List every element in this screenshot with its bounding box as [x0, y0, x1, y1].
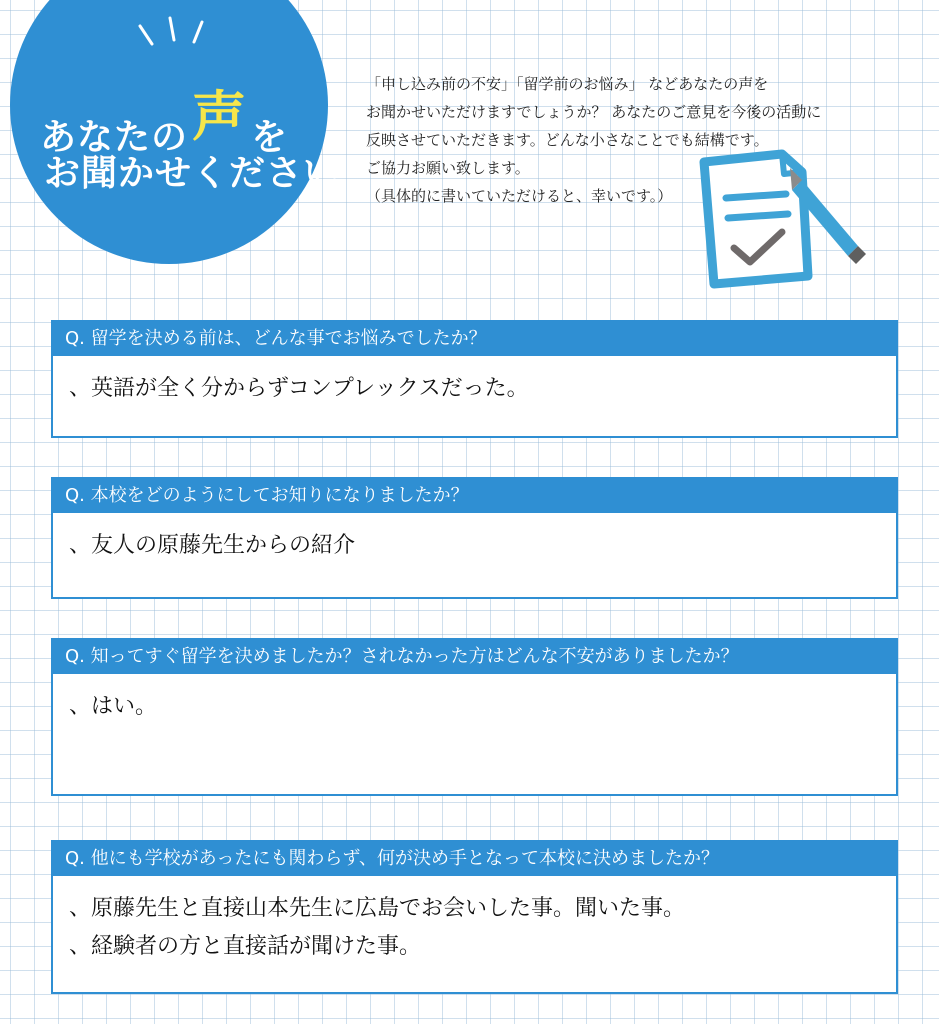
title-accent: 声 — [192, 85, 248, 148]
document-checkmark-icon — [690, 148, 880, 293]
intro-line: 反映させていただきます。どんな小さなことでも結構です。 — [366, 131, 769, 149]
intro-line: ご協力お願い致します。 — [366, 159, 530, 177]
question-heading: Q. 留学を決める前は、どんな事でお悩みでしたか？ — [53, 322, 896, 356]
question-card-1 — [51, 320, 898, 438]
answer-line: 、経験者の方と直接話が聞けた事。 — [69, 934, 422, 959]
answer-line: 、はい。 — [69, 694, 158, 719]
answer-area[interactable] — [53, 674, 896, 726]
question-heading: Q. 本校をどのようにしてお知りになりましたか？ — [53, 479, 896, 513]
title-suffix: を — [251, 117, 289, 158]
answer-line: 、英語が全く分からずコンプレックスだった。 — [69, 376, 529, 401]
answer-line: 、友人の原藤先生からの紹介 — [69, 533, 356, 558]
question-heading: Q. 知ってすぐ留学を決めましたか？されなかった方はどんな不安がありましたか？ — [53, 640, 896, 674]
question-card-4 — [51, 840, 898, 994]
question-card-2 — [51, 477, 898, 599]
header-title-line2: お聞かせください — [44, 153, 341, 194]
emphasis-rays-icon — [132, 14, 212, 54]
question-card-3 — [51, 638, 898, 796]
answer-area[interactable] — [53, 356, 896, 408]
answer-area[interactable] — [53, 513, 896, 565]
question-heading: Q. 他にも学校があったにも関わらず、何が決め手となって本校に決めましたか？ — [53, 842, 896, 876]
intro-line: 「申し込み前の不安」「留学前のお悩み」 などあなたの声を — [366, 75, 769, 93]
answer-line: 、原藤先生と直接山本先生に広島でお会いした事。聞いた事。 — [69, 896, 686, 921]
answer-area[interactable] — [53, 876, 896, 966]
intro-line: （具体的に書いていただけると、幸いです。） — [366, 187, 673, 205]
title-prefix: あなたの — [40, 117, 189, 158]
intro-line: お聞かせいただけますでしょうか？ あなたのご意見を今後の活動に — [366, 103, 822, 121]
